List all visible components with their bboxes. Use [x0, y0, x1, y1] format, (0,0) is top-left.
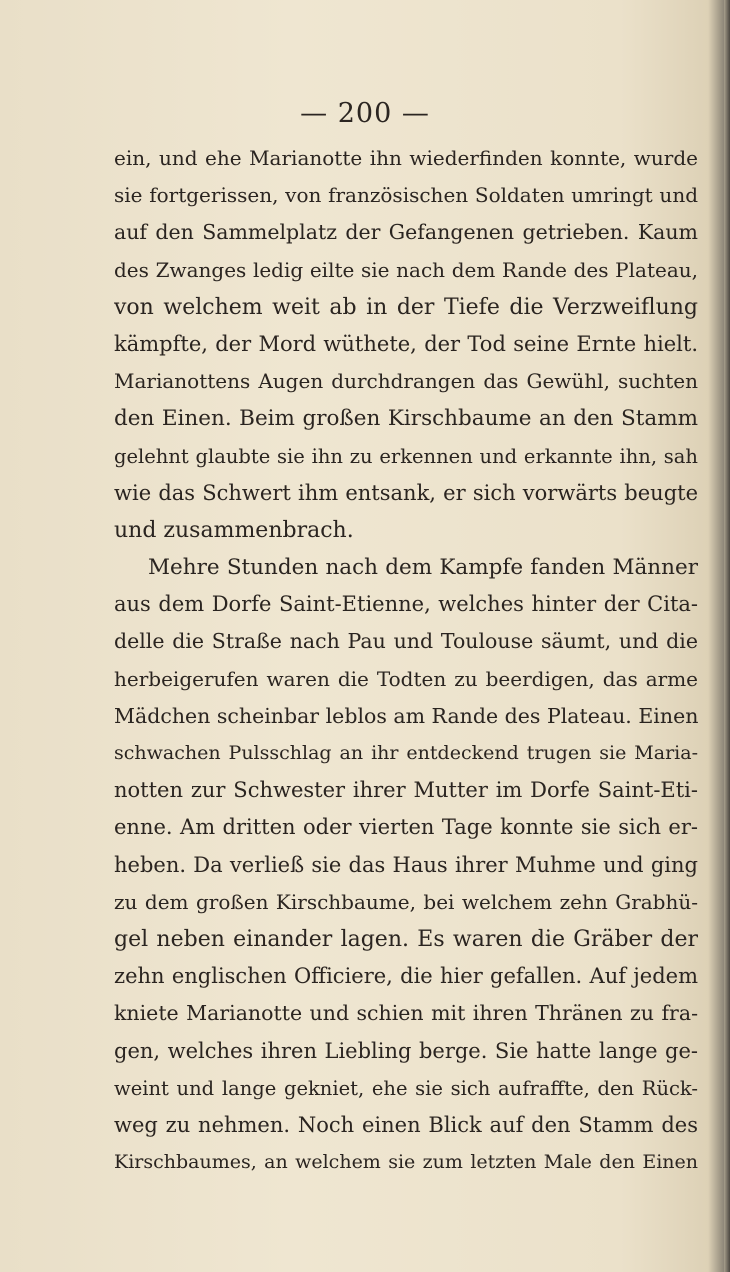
text-line: von welchem weit ab in der Tiefe die Verzweiflung — [114, 294, 698, 320]
text-line: kniete Marianotte und schien mit ihren Thränen zu fra- — [114, 1001, 698, 1026]
text-line: schwachen Pulsschlag an ihr entdeckend trugen sie Maria- — [114, 742, 698, 764]
text-line: zu dem großen Kirschbaume, bei welchem zehn Grabhü- — [114, 889, 698, 914]
page-edge-shadow — [724, 0, 730, 1272]
text-line: Marianottens Augen durchdrangen das Gewühl, suchten — [114, 369, 698, 394]
text-line: Mädchen scheinbar leblos am Rande des Plateau. Einen — [114, 703, 698, 728]
text-line: enne. Am dritten oder vierten Tage konnte sie sich er- — [114, 815, 698, 840]
text-line: weg zu nehmen. Noch einen Blick auf den Stamm des — [114, 1112, 698, 1137]
text-line: gelehnt glaubte sie ihn zu erkennen und erkannte ihn, sah — [114, 444, 698, 468]
text-line: des Zwanges ledig eilte sie nach dem Rande des Plateau, — [114, 257, 698, 282]
paragraph-start-line: Mehre Stunden nach dem Kampfe fanden Männer — [148, 555, 698, 581]
text-line: kämpfte, der Mord wüthete, der Tod seine Ernte hielt. — [114, 331, 698, 356]
text-line: herbeigerufen waren die Todten zu beerdigen, das arme — [114, 666, 698, 691]
text-line: auf den Sammelplatz der Gefangenen getrieben. Kaum — [114, 220, 698, 245]
text-line: delle die Straße nach Pau und Toulouse säumt, und die — [114, 629, 698, 654]
text-line: den Einen. Beim großen Kirschbaume an den Stamm — [114, 406, 698, 432]
text-line: heben. Da verließ sie das Haus ihrer Muhme und ging — [114, 852, 698, 877]
text-line: wie das Schwert ihm entsank, er sich vorwärts beugte — [114, 480, 698, 505]
text-line: sie fortgerissen, von französischen Soldaten umringt und — [114, 183, 698, 208]
text-line: zehn englischen Officiere, die hier gefallen. Auf jedem — [114, 964, 698, 989]
page-number: — 200 — — [300, 98, 430, 129]
text-line: ein, und ehe Marianotte ihn wiederfinden konnte, wurde — [114, 146, 698, 170]
text-line: notten zur Schwester ihrer Mutter im Dorfe Saint-Eti- — [114, 778, 698, 803]
text-line: gen, welches ihren Liebling berge. Sie hatte lange ge- — [114, 1038, 698, 1063]
paragraph-end-line: und zusammenbrach. — [114, 517, 354, 543]
text-line: gel neben einander lagen. Es waren die Gräber der — [114, 926, 698, 952]
body-text — [114, 140, 698, 1181]
text-line: weint und lange gekniet, ehe sie sich aufraffte, den Rück- — [114, 1076, 698, 1100]
text-line: Kirschbaumes, an welchem sie zum letzten Male den Einen — [114, 1151, 698, 1174]
text-line: aus dem Dorfe Saint-Etienne, welches hinter der Cita- — [114, 592, 698, 617]
